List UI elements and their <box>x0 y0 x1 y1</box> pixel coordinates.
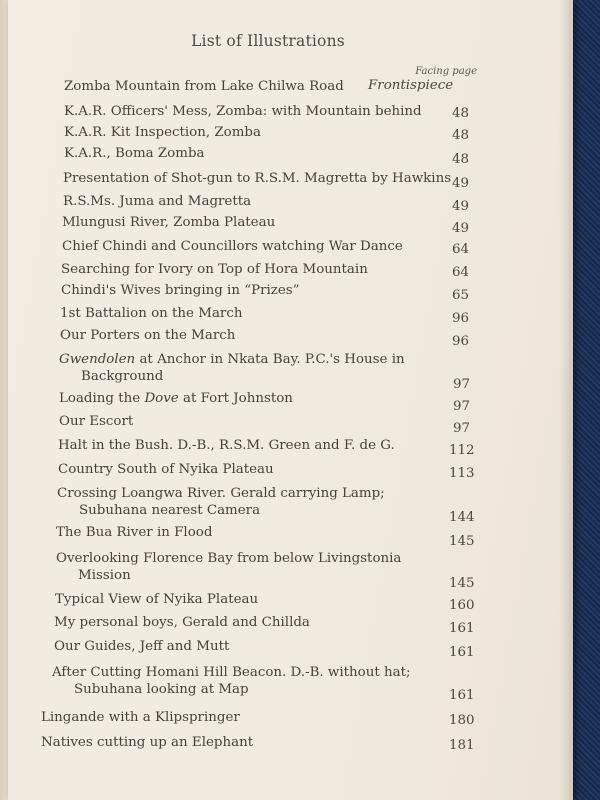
book-page <box>8 0 573 800</box>
entry-page: 97 <box>453 421 471 436</box>
entry-text: Crossing Loangwa River. Gerald carrying Lamp; <box>57 486 385 501</box>
entry-text: Searching for Ivory on Top of Hora Mountain <box>61 262 368 277</box>
entry-page: 97 <box>453 399 471 414</box>
entry-text: Mlungusi River, Zomba Plateau <box>62 215 276 230</box>
entry-page: 161 <box>449 645 475 660</box>
entry-page: 49 <box>452 221 470 236</box>
ship-name: Gwendolen <box>59 352 136 367</box>
entry-page: 48 <box>452 152 470 167</box>
entry-page: 65 <box>452 288 470 303</box>
entry-text: Zomba Mountain from Lake Chilwa Road <box>64 79 344 94</box>
entry-text: Typical View of Nyika Plateau <box>55 592 259 607</box>
entry-page: 181 <box>449 738 475 753</box>
entry-page: 161 <box>449 688 475 703</box>
entry-page: 48 <box>452 106 470 121</box>
entry-page: 160 <box>449 598 475 613</box>
entry-page: 64 <box>452 265 470 280</box>
ship-name: Dove <box>144 391 179 406</box>
spine-shadow <box>559 0 573 800</box>
entry-page: 96 <box>452 334 470 349</box>
entry-page: 161 <box>449 621 475 636</box>
entry-text: Country South of Nyika Plateau <box>58 462 274 477</box>
entry-text: Overlooking Florence Bay from below Livingstonia <box>56 551 402 566</box>
entry-text: Natives cutting up an Elephant <box>41 735 254 750</box>
entry-text: 1st Battalion on the March <box>60 306 243 321</box>
entry-text: Halt in the Bush. D.-B., R.S.M. Green and F. de G. <box>58 438 395 453</box>
entry-text: Our Guides, Jeff and Mutt <box>54 639 230 654</box>
entry-text: Chief Chindi and Councillors watching War Dance <box>62 239 403 254</box>
entry-page: 112 <box>449 443 475 458</box>
entry-page: 97 <box>453 377 471 392</box>
entry-text-line2: Mission <box>78 568 131 583</box>
entry-page: 180 <box>449 713 475 728</box>
entry-text: at Fort Johnston <box>178 391 293 406</box>
entry-text: After Cutting Homani Hill Beacon. D.-B. without hat; <box>52 665 411 680</box>
entry-text: Presentation of Shot-gun to R.S.M. Magretta by Hawkins <box>63 171 452 186</box>
entry-page: 64 <box>452 242 470 257</box>
entry-text: K.A.R. Officers' Mess, Zomba: with Mountain behind <box>64 104 422 119</box>
entry-text: Chindi's Wives bringing in “Prizes” <box>61 283 300 298</box>
entry-page: 113 <box>449 466 475 481</box>
entry-text: K.A.R., Boma Zomba <box>64 146 205 161</box>
entry-page: 145 <box>449 576 475 591</box>
entry-text: Our Porters on the March <box>60 328 236 343</box>
entry-page: 145 <box>449 534 475 549</box>
entry-text: K.A.R. Kit Inspection, Zomba <box>64 125 261 140</box>
entry-page: 96 <box>452 311 470 326</box>
entry-text: at Anchor in Nkata Bay. P.C.'s House in <box>135 352 405 367</box>
entry-page: 49 <box>452 199 470 214</box>
entry-text: R.S.Ms. Juma and Magretta <box>63 194 252 209</box>
entry-text: The Bua River in Flood <box>56 525 213 540</box>
entry-page: 144 <box>449 510 475 525</box>
entry-text: Lingande with a Klipspringer <box>41 710 240 725</box>
entry-page: 48 <box>452 128 470 143</box>
entry-text-pre: Loading the <box>59 391 145 406</box>
entry-page: Frontispiece <box>368 78 454 93</box>
entry-text-line2: Subuhana nearest Camera <box>79 503 261 518</box>
page-title: List of Illustrations <box>191 32 345 50</box>
entry-text-line2: Background <box>81 369 164 384</box>
entry-text-line2: Subuhana looking at Map <box>74 682 249 697</box>
entry-page: 49 <box>452 176 470 191</box>
entry-text: Our Escort <box>59 414 134 429</box>
entry-text: My personal boys, Gerald and Chillda <box>54 615 310 630</box>
facing-page-label: Facing page <box>415 66 477 77</box>
